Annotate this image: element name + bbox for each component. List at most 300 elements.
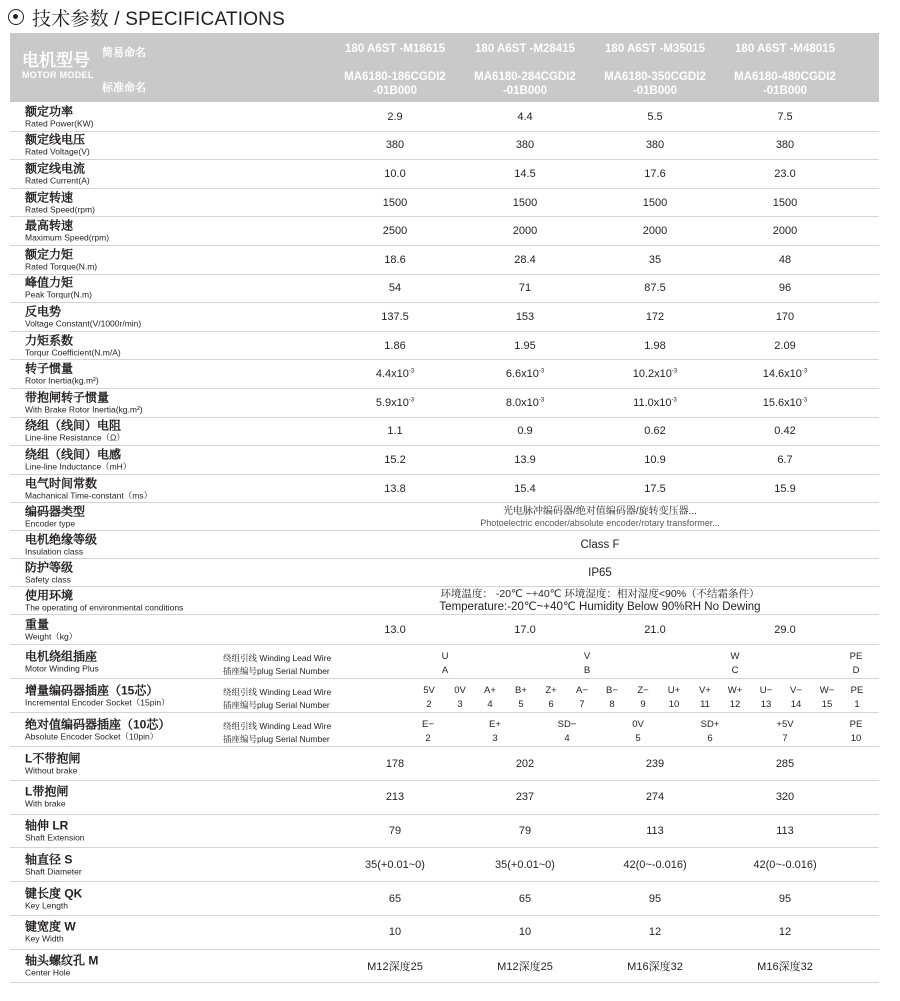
pin-number: A <box>441 665 449 677</box>
row-label <box>25 191 95 214</box>
value-cell: 15.9 <box>774 482 796 495</box>
wire-label: 0V <box>632 719 644 731</box>
value-cell: 320 <box>775 791 795 804</box>
exponent: -3 <box>538 397 545 404</box>
exponent: -3 <box>671 397 677 404</box>
protection-value: IP65 <box>588 566 612 579</box>
value-cell: 15.4 <box>514 482 536 495</box>
row-label <box>25 448 131 471</box>
encoder-type-value <box>340 506 860 528</box>
value-cell: $4.4x10^{-3}$ <box>375 368 415 381</box>
row-label-zh: 最高转速 <box>25 218 74 233</box>
value-cell: M12深度25 <box>367 960 423 973</box>
value-cell: 2.09 <box>774 339 796 352</box>
row-label-zh: 键宽度 W <box>25 919 76 934</box>
spec-row <box>10 360 879 389</box>
value-cell: 2500 <box>382 225 408 238</box>
value-cell: 17.0 <box>514 623 536 636</box>
pin-number: 13 <box>760 699 772 711</box>
value-cell: 1.95 <box>514 339 536 352</box>
value-cell: 29.0 <box>774 623 796 636</box>
protection-row <box>10 559 879 587</box>
model-short-name: 180 A6ST -M48015 <box>735 43 835 55</box>
row-label <box>25 391 143 414</box>
wire-label: B+ <box>515 685 527 697</box>
pin-number: 10 <box>850 733 862 745</box>
row-label <box>25 134 90 157</box>
value-cell: 10 <box>518 926 532 939</box>
wire-label: 5V <box>423 685 435 697</box>
row-label <box>25 334 121 357</box>
row-label-en: Without brake <box>25 765 78 776</box>
wire-label: SD+ <box>700 719 720 731</box>
row-label <box>25 277 92 300</box>
row-label-zh: 额定线电流 <box>25 161 86 176</box>
motor-model-zh: 电机型号 <box>22 51 90 70</box>
value-cell: $11.0x10^{-3}$ <box>633 396 677 409</box>
value-cell: 0.9 <box>517 425 533 438</box>
row-label <box>25 105 94 128</box>
value-cell: 79 <box>388 825 402 838</box>
wire-label: A+ <box>484 685 496 697</box>
environment-value <box>340 588 860 614</box>
model-standard-name: MA6180-186CGDI2 <box>344 71 446 83</box>
value-cell: 15.2 <box>384 453 406 466</box>
standard-name-label: 标准命名 <box>102 82 146 94</box>
spec-row <box>10 475 879 504</box>
value-cell: 2000 <box>642 225 668 238</box>
value-cell: 17.6 <box>644 167 666 180</box>
wire-label: W <box>730 651 740 663</box>
weight-row <box>10 615 879 645</box>
wire-label: A− <box>576 685 588 697</box>
exponent: -3 <box>671 368 678 375</box>
spec-row <box>10 389 879 418</box>
spec-row <box>10 246 879 275</box>
value-cell: 0.42 <box>774 425 796 438</box>
value-cell: 2000 <box>512 225 538 238</box>
wire-label: W− <box>819 685 835 697</box>
value-cell: 113 <box>646 825 664 838</box>
wire-label: 0V <box>454 685 466 697</box>
pin-number: 8 <box>609 699 615 711</box>
value-cell: 65 <box>518 892 532 905</box>
winding-lead-wire-label: 绕组引线 Winding Lead Wire <box>223 687 332 698</box>
model-standard-suffix: -01B000 <box>762 85 808 97</box>
value-cell: 96 <box>778 282 792 295</box>
spec-row <box>10 217 879 246</box>
row-label-en: Rated Speed(rpm) <box>25 204 95 215</box>
plug-serial-number-label: 插座编号plug Serial Number <box>223 700 330 711</box>
pin-number: 6 <box>548 699 554 711</box>
wire-label: SD− <box>557 719 577 731</box>
pin-number: 15 <box>821 699 833 711</box>
row-label <box>25 650 99 673</box>
row-label <box>25 220 109 243</box>
value-cell: 1500 <box>772 196 798 209</box>
row-label-en: Rated Current(A) <box>25 175 90 186</box>
value-cell: 42(0~-0.016) <box>753 858 817 871</box>
motor-winding-socket-row <box>10 645 879 679</box>
pin-number: 4 <box>487 699 493 711</box>
row-label-zh: 峰值力矩 <box>25 275 74 290</box>
row-label <box>25 786 68 809</box>
row-label <box>25 505 85 528</box>
value-cell: 2000 <box>772 225 798 238</box>
value-cell: 1500 <box>512 196 538 209</box>
value-cell: 237 <box>515 791 535 804</box>
row-label <box>25 820 85 843</box>
value-cell: 21.0 <box>644 623 666 636</box>
row-label-zh: L带抱闸 <box>25 784 69 799</box>
value-cell: 18.6 <box>384 253 406 266</box>
pin-number: 11 <box>700 699 710 711</box>
value-cell: 13.0 <box>384 623 406 636</box>
insulation-row <box>10 531 879 559</box>
row-label-en: Machanical Time-constant（ms） <box>25 490 153 501</box>
model-standard-suffix: -01B000 <box>372 85 418 97</box>
value-cell: 95 <box>648 892 662 905</box>
spec-row <box>10 103 879 132</box>
model-standard-name: MA6180-284CGDI2 <box>474 71 576 83</box>
row-label-en: Shaft Extension <box>25 832 85 843</box>
value-cell: 35(+0.01~0) <box>365 858 425 871</box>
value-cell: 71 <box>518 282 532 295</box>
value-cell: 1.86 <box>384 339 406 352</box>
absolute-encoder-socket-row <box>10 713 879 747</box>
row-label-zh: L不带抱闸 <box>25 751 81 766</box>
exponent: -3 <box>408 368 415 375</box>
wire-label: V+ <box>699 685 711 697</box>
pin-number: 10 <box>668 699 680 711</box>
value-cell: 12 <box>648 926 662 939</box>
row-label-zh: 额定功率 <box>25 104 74 119</box>
incremental-encoder-socket-row <box>10 679 879 713</box>
motor-model-en: MOTOR MODEL <box>22 70 94 80</box>
row-label-en: With brake <box>25 798 66 809</box>
value-cell: 95 <box>778 892 792 905</box>
value-cell: 380 <box>775 139 795 152</box>
row-label-en: Voltage Constant(V/1000r/min) <box>25 318 142 329</box>
value-cell: 12 <box>778 926 792 939</box>
row-label-zh: 编码器类型 <box>25 504 86 519</box>
value-cell: 35 <box>648 253 662 266</box>
dimension-row <box>10 916 879 950</box>
wire-label: PE <box>849 651 863 663</box>
row-label-zh: 额定转速 <box>25 190 74 205</box>
value-cell: 14.5 <box>514 167 536 180</box>
row-label-zh: 轴头螺纹孔 M <box>25 953 99 968</box>
pin-number: 5 <box>518 699 524 711</box>
exponent: -3 <box>801 397 808 404</box>
value-cell: 285 <box>775 757 795 770</box>
row-label-zh: 使用环境 <box>25 588 74 603</box>
page-title <box>8 4 285 30</box>
value-cell: 17.5 <box>644 482 666 495</box>
value-cell: 13.8 <box>384 482 406 495</box>
row-label-en: Safety class <box>25 574 71 585</box>
row-label-en: Incremental Encoder Socket（15pin） <box>25 697 170 708</box>
environment-line-1: 环境温度： -20℃ ~+40℃ 环境湿度：相对湿度<90%（不结霜条件） <box>440 587 760 600</box>
exponent: -3 <box>538 368 545 375</box>
row-label <box>25 718 170 741</box>
pin-number: 7 <box>579 699 585 711</box>
row-label-zh: 额定力矩 <box>25 247 74 262</box>
value-cell: 79 <box>518 825 532 838</box>
spec-row <box>10 332 879 361</box>
row-label-en: Key Width <box>25 933 64 944</box>
pin-number: 1 <box>854 699 860 711</box>
value-cell: 172 <box>645 310 665 323</box>
row-label-zh: 力矩系数 <box>25 333 74 348</box>
value-cell: 4.4 <box>517 110 533 123</box>
value-cell: 113 <box>776 825 794 838</box>
row-label-zh: 电机绕组插座 <box>25 649 98 664</box>
model-standard-name: MA6180-480CGDI2 <box>734 71 836 83</box>
spec-row <box>10 418 879 447</box>
row-label-zh: 防护等级 <box>25 560 74 575</box>
row-label-en: Encoder type <box>25 518 76 529</box>
pin-number: C <box>731 665 739 677</box>
pin-number: 9 <box>640 699 646 711</box>
dimension-row <box>10 882 879 916</box>
model-column-2 <box>460 33 590 102</box>
row-label-zh: 反电势 <box>25 304 62 319</box>
target-circle-icon <box>8 9 24 25</box>
value-cell: 42(0~-0.016) <box>623 858 687 871</box>
spec-row <box>10 303 879 332</box>
model-standard-name: MA6180-350CGDI2 <box>604 71 706 83</box>
value-cell: 28.4 <box>514 253 536 266</box>
value-cell: 13.9 <box>514 453 536 466</box>
wire-label: V <box>583 651 591 663</box>
value-cell: 48 <box>778 253 792 266</box>
row-label-en: Line-line Inductance（mH） <box>25 461 132 472</box>
wire-label: U− <box>759 685 773 697</box>
value-cell: 380 <box>645 139 665 152</box>
value-cell: 239 <box>645 757 665 770</box>
pin-number: 4 <box>564 733 570 745</box>
value-cell: M16深度32 <box>757 960 813 973</box>
row-label <box>25 853 82 876</box>
value-cell: $14.6x10^{-3}$ <box>762 368 808 381</box>
motor-model-heading <box>22 51 94 81</box>
dimension-row <box>10 815 879 849</box>
page-title-text: 技术参数 / SPECIFICATIONS <box>32 8 285 30</box>
value-cell: 178 <box>385 757 405 770</box>
short-name-label: 简易命名 <box>102 47 146 59</box>
row-label-en: Maximum Speed(rpm) <box>25 232 110 243</box>
environment-row <box>10 587 879 615</box>
pin-number: B <box>583 665 591 677</box>
exponent: -3 <box>801 368 808 375</box>
plug-serial-number-label: 插座编号plug Serial Number <box>223 666 330 677</box>
pin-number: 2 <box>426 699 432 711</box>
row-label <box>25 921 76 944</box>
row-label-zh: 电气时间常数 <box>25 476 98 491</box>
row-label-zh: 重量 <box>25 617 50 632</box>
wire-label: W+ <box>727 685 743 697</box>
row-label-zh: 键长度 QK <box>25 886 83 901</box>
value-cell: 10.9 <box>644 453 666 466</box>
value-cell: 153 <box>515 310 535 323</box>
value-cell: 35(+0.01~0) <box>495 858 555 871</box>
row-label-en: Line-line Resistance（Ω） <box>25 432 125 443</box>
row-label <box>25 248 97 271</box>
value-cell: 274 <box>645 791 665 804</box>
row-label <box>25 887 82 910</box>
value-cell: 23.0 <box>774 167 796 180</box>
pin-number: 2 <box>425 733 431 745</box>
value-cell: 170 <box>775 310 795 323</box>
wire-label: E− <box>422 719 434 731</box>
row-label <box>25 752 80 775</box>
row-label-zh: 转子惯量 <box>25 361 74 376</box>
encoder-type-zh: 光电脉冲编码器/绝对值编码器/旋转变压器... <box>503 505 697 517</box>
model-column-4 <box>720 33 850 102</box>
value-cell: 202 <box>515 757 535 770</box>
row-label-en: Rated Voltage(V) <box>25 146 90 157</box>
spec-row <box>10 160 879 189</box>
row-label-zh: 轴直径 S <box>25 852 73 867</box>
pin-number: 3 <box>457 699 463 711</box>
spec-row <box>10 189 879 218</box>
row-label-en: With Brake Rotor Inertia(kg.m²) <box>25 404 143 415</box>
value-cell: 5.5 <box>647 110 663 123</box>
value-cell: 1.98 <box>644 339 666 352</box>
pin-number: 7 <box>782 733 788 745</box>
value-cell: $15.6x10^{-3}$ <box>762 396 808 409</box>
dimension-row <box>10 950 879 984</box>
row-label-en: Absolute Encoder Socket（10pin） <box>25 731 159 742</box>
value-cell: M16深度32 <box>627 960 683 973</box>
row-label-en: Rotor Inertia(kg.m²) <box>25 375 99 386</box>
row-label <box>25 533 97 556</box>
value-cell: 7.5 <box>777 110 793 123</box>
model-column-3 <box>590 33 720 102</box>
row-label-zh: 轴伸 LR <box>25 818 69 833</box>
row-label <box>25 954 98 977</box>
model-short-name: 180 A6ST -M35015 <box>605 43 705 55</box>
value-cell: 0.62 <box>644 425 666 438</box>
value-cell: $8.0x10^{-3}$ <box>505 396 545 409</box>
value-cell: M12深度25 <box>497 960 553 973</box>
value-cell: 1.1 <box>387 425 403 438</box>
value-cell: 65 <box>388 892 402 905</box>
value-cell: 380 <box>385 139 405 152</box>
value-cell: 6.7 <box>777 453 793 466</box>
model-column-1 <box>330 33 460 102</box>
row-label-zh: 电机绝缘等级 <box>25 532 98 547</box>
value-cell: 1500 <box>382 196 408 209</box>
pin-number: 6 <box>707 733 713 745</box>
value-cell: 1500 <box>642 196 668 209</box>
wire-label: +5V <box>776 719 794 731</box>
row-label <box>25 561 73 584</box>
row-label-en: Rated Power(KW) <box>25 118 94 129</box>
row-label-en: Peak Torqur(N.m) <box>25 289 92 300</box>
row-label-en: Motor Winding Plus <box>25 663 99 674</box>
model-standard-suffix: -01B000 <box>632 85 678 97</box>
row-label-en: Weight（kg） <box>25 631 78 642</box>
row-label <box>25 684 170 707</box>
model-short-name: 180 A6ST -M18615 <box>345 43 445 55</box>
wire-label: PE <box>850 685 864 697</box>
value-cell: 87.5 <box>644 282 666 295</box>
value-cell: 10 <box>388 926 402 939</box>
row-label-zh: 绕组（线间）电感 <box>25 447 122 462</box>
row-label <box>25 477 152 500</box>
spec-row <box>10 132 879 161</box>
row-label <box>25 589 183 612</box>
insulation-value: Class F <box>580 538 620 551</box>
dimension-row <box>10 781 879 815</box>
value-cell: 213 <box>385 791 405 804</box>
row-label-en: Torqur Coefficient(N.m/A) <box>25 347 121 358</box>
value-cell: $10.2x10^{-3}$ <box>632 368 678 381</box>
value-cell: 10.0 <box>384 167 406 180</box>
row-label <box>25 363 99 386</box>
dimension-row <box>10 747 879 781</box>
row-label-zh: 绝对值编码器插座（10芯） <box>25 717 171 732</box>
wire-label: V− <box>790 685 802 697</box>
value-cell: 137.5 <box>381 310 409 323</box>
winding-lead-wire-label: 绕组引线 Winding Lead Wire <box>223 721 332 732</box>
row-label-en: Key Length <box>25 900 69 911</box>
wire-label: U+ <box>667 685 681 697</box>
model-short-name: 180 A6ST -M28415 <box>475 43 575 55</box>
pin-number: D <box>852 665 860 677</box>
encoder-type-en: Photoelectric encoder/absolute encoder/rotary transformer... <box>480 517 720 528</box>
wire-label: U <box>441 651 449 663</box>
row-label <box>25 305 141 328</box>
row-label-zh: 额定线电压 <box>25 132 86 147</box>
value-cell: 54 <box>388 282 402 295</box>
model-standard-suffix: -01B000 <box>502 85 548 97</box>
environment-line-2: Temperature:-20℃~+40℃ Humidity Below 90%RH No Dewing <box>439 600 761 613</box>
dimension-row <box>10 849 879 883</box>
wire-label: E+ <box>489 719 501 731</box>
value-cell: $6.6x10^{-3}$ <box>505 368 545 381</box>
row-label-zh: 带抱闸转子惯量 <box>25 390 110 405</box>
wire-label: PE <box>849 719 863 731</box>
pin-number: 5 <box>635 733 641 745</box>
row-label <box>25 420 125 443</box>
wire-label: Z+ <box>545 685 557 697</box>
plug-serial-number-label: 插座编号plug Serial Number <box>223 734 330 745</box>
row-label-en: Rated Torque(N.m) <box>25 261 98 272</box>
value-cell: 380 <box>515 139 535 152</box>
value-cell: $5.9x10^{-3}$ <box>375 396 415 409</box>
spec-row <box>10 275 879 304</box>
row-label-en: Center Hole <box>25 967 71 978</box>
pin-number: 12 <box>729 699 741 711</box>
row-label-en: Insulation class <box>25 546 84 557</box>
encoder-type-row <box>10 503 879 531</box>
value-cell: 2.9 <box>387 110 403 123</box>
spec-table-header <box>10 33 879 102</box>
winding-lead-wire-label: 绕组引线 Winding Lead Wire <box>223 653 332 664</box>
wire-label: Z− <box>637 685 649 697</box>
row-label-en: Shaft Diameter <box>25 866 82 877</box>
row-label-en: The operating of environmental conditions <box>25 602 184 613</box>
exponent: -3 <box>408 397 415 404</box>
row-label-zh: 增量编码器插座（15芯） <box>25 683 159 698</box>
row-label <box>25 162 90 185</box>
pin-number: 3 <box>492 733 498 745</box>
spec-row <box>10 446 879 475</box>
row-label-zh: 绕组（线间）电阻 <box>25 418 122 433</box>
